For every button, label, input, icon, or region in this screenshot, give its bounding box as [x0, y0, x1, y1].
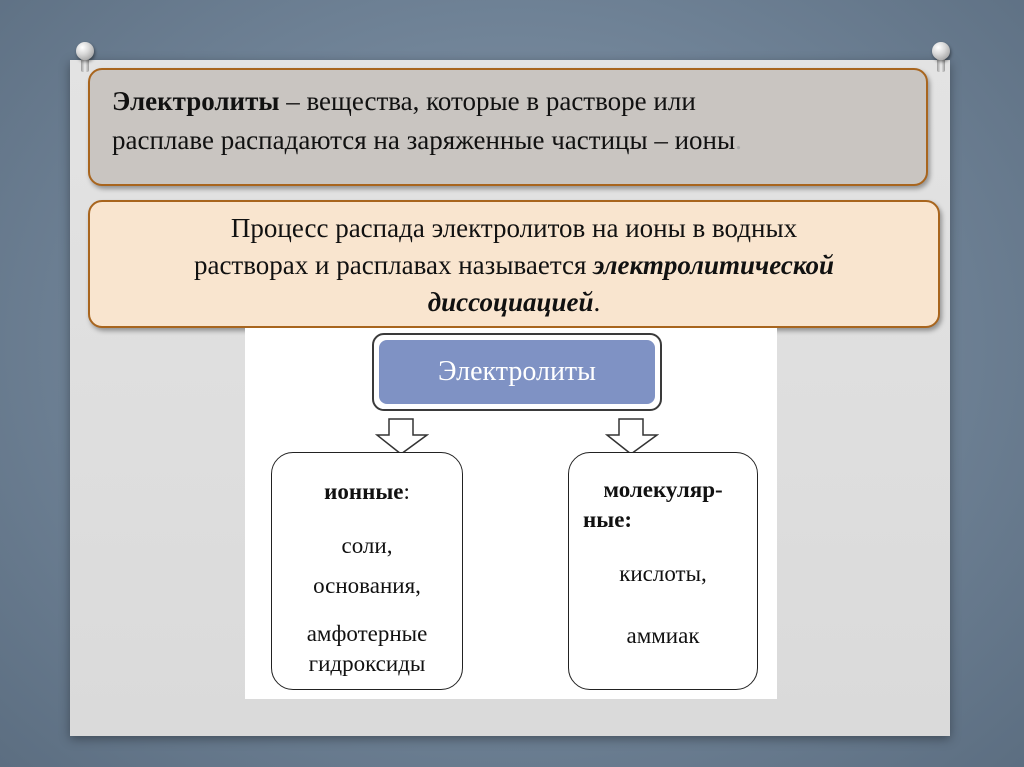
root-node: [372, 333, 662, 411]
dissociation-line1: Процесс распада электролитов на ионы в водных: [230, 213, 798, 243]
ionic-node: [271, 452, 463, 690]
root-node-label: Электролиты: [379, 340, 655, 404]
pushpin-icon: [76, 42, 94, 72]
definition-period: .: [735, 125, 742, 155]
definition-line1: [112, 82, 904, 121]
molecular-item: аммиак: [626, 623, 700, 648]
ionic-item: гидроксиды: [308, 651, 426, 676]
dissociation-box: [88, 200, 940, 328]
ionic-item: амфотерные: [306, 621, 428, 646]
down-arrow-icon: [605, 418, 659, 456]
ionic-title: ионные:: [324, 479, 410, 504]
definition-line2: расплаве распадаются на заряженные частицы – ионы.: [112, 125, 742, 155]
molecular-title-cont: ные:: [583, 507, 633, 532]
dissociation-term-cont: диссоциацией: [427, 287, 594, 317]
dissociation-term: электролитической: [593, 250, 835, 280]
definition-term: Электролиты: [112, 86, 280, 116]
definition-box: [88, 68, 928, 186]
molecular-item: кислоты,: [619, 561, 707, 586]
molecular-node: [568, 452, 758, 690]
dissociation-line2: растворах и расплавах называется электролитической: [193, 250, 835, 280]
dissociation-line3: диссоциацией.: [427, 287, 601, 317]
ionic-item: соли,: [341, 533, 393, 558]
down-arrow-icon: [375, 418, 429, 456]
definition-text: – вещества, которые в растворе или: [279, 86, 696, 116]
molecular-title: молекуляр-: [603, 477, 723, 502]
pushpin-icon: [932, 42, 950, 72]
ionic-item: основания,: [313, 573, 421, 598]
